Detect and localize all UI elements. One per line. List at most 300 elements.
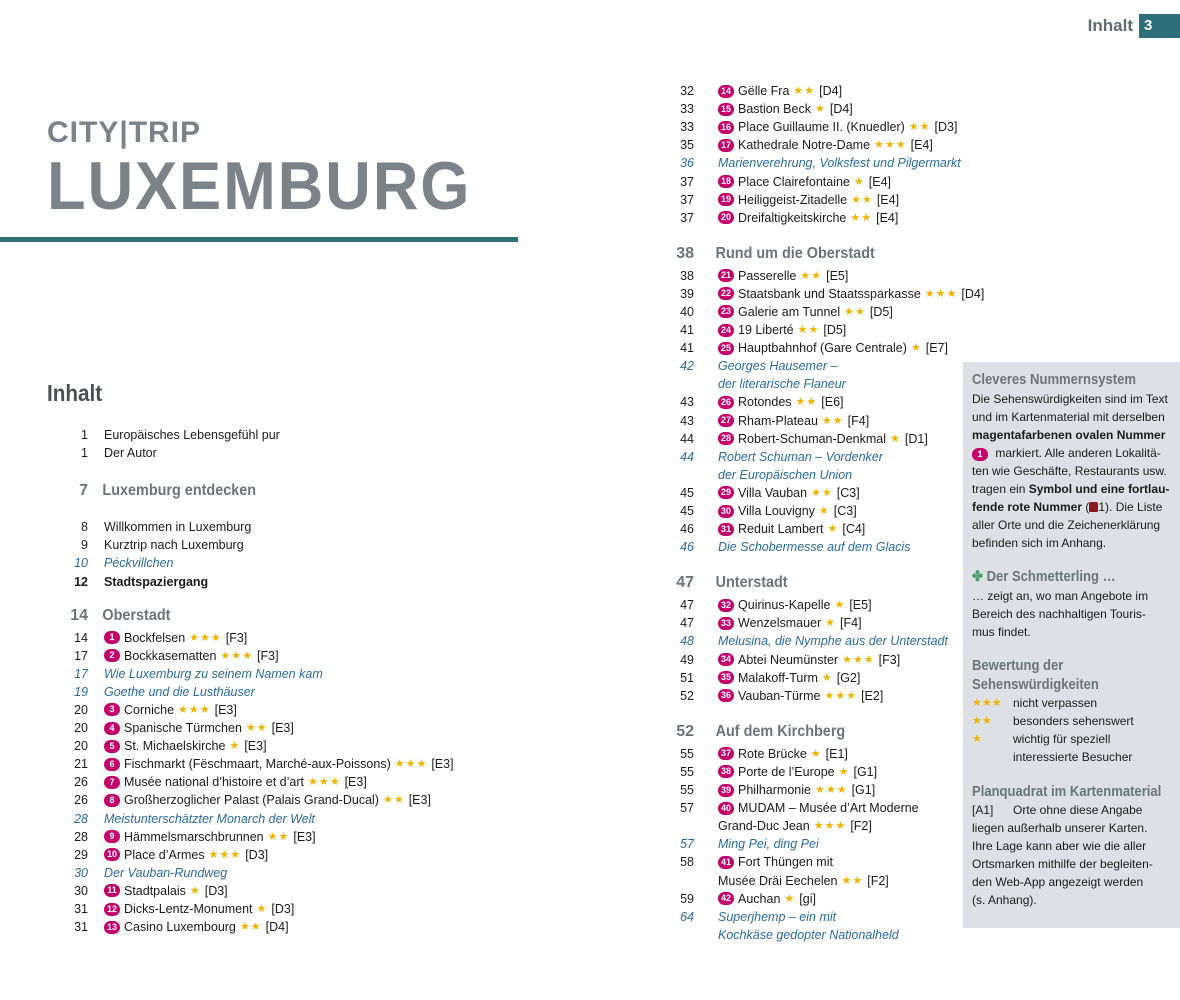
- toc-entry-row: [58, 426, 478, 444]
- toc-entry-title: Bockkasematten: [124, 648, 217, 663]
- butterfly-line: … zeigt an, wo man Angebote im: [972, 588, 1149, 603]
- toc-entry: [88, 554, 173, 572]
- toc-entry: [694, 173, 891, 191]
- toc-entry: [694, 466, 852, 484]
- toc-column-left: [58, 426, 478, 936]
- toc-entry: [694, 781, 875, 799]
- toc-entry-row: [672, 596, 972, 614]
- map-grid-ref: [G2]: [836, 670, 861, 685]
- toc-entry-row: [672, 430, 972, 448]
- toc-entry-title: Willkommen in Luxemburg: [104, 520, 252, 535]
- toc-entry-title: St. Michaelskirche: [124, 739, 226, 754]
- rating-stars-icon: ★★★: [842, 653, 875, 666]
- rating-stars-icon: ★★★: [394, 758, 428, 771]
- toc-entry-title: Georges Hausemer –: [718, 359, 838, 374]
- toc-entry: [694, 339, 948, 357]
- toc-page-number: 35: [680, 138, 694, 153]
- toc-entry-title: Abtei Neumünster: [738, 652, 839, 667]
- rating-stars-icon: ★: [810, 747, 822, 760]
- toc-entry-title: Spanische Türmchen: [124, 721, 242, 736]
- toc-entry: [694, 890, 816, 908]
- toc-entry: [88, 665, 323, 683]
- toc-entry: [88, 828, 316, 846]
- toc-entry-title: Melusina, die Nymphe aus der Unterstadt: [718, 634, 948, 649]
- toc-entry: [694, 799, 919, 817]
- toc-entry-row: [58, 683, 478, 701]
- toc-entry-row: [672, 781, 972, 799]
- sight-number-badge: 8: [104, 794, 120, 807]
- toc-entry-title: der literarische Flaneur: [718, 377, 846, 392]
- toc-entry: [88, 647, 279, 665]
- toc-entry-row: [672, 136, 972, 154]
- sight-number-badge: 11: [104, 884, 120, 897]
- map-grid-ref: [G1]: [853, 764, 878, 779]
- sight-number-badge: 23: [718, 305, 734, 318]
- sight-number-badge: 26: [718, 396, 734, 409]
- toc-entry-title: Place d’Armes: [124, 847, 205, 862]
- sight-number-badge: 31: [718, 523, 734, 536]
- toc-entry: [694, 154, 961, 172]
- toc-entry-row: [58, 629, 478, 647]
- toc-entry-title: Malakoff-Turm: [738, 670, 818, 685]
- grid-info: [972, 783, 1170, 910]
- toc-entry-title: Goethe und die Lusthäuser: [104, 684, 255, 699]
- toc-entry-row: [58, 828, 478, 846]
- toc-entry-title: Auf dem Kirchberg: [715, 722, 846, 740]
- toc-entry-title: Robert-Schuman-Denkmal: [738, 431, 886, 446]
- toc-entry: [88, 864, 227, 882]
- rating-stars-icon: ★★★: [220, 649, 254, 662]
- toc-entry-row: [672, 100, 972, 118]
- toc-entry: [694, 651, 900, 669]
- toc-page-number: 41: [680, 341, 694, 356]
- map-grid-ref: [F3]: [257, 648, 279, 663]
- toc-entry-row: [672, 339, 972, 357]
- toc-entry-row: [672, 393, 972, 411]
- toc-entry: [88, 719, 294, 737]
- toc-page-number: 14: [70, 606, 88, 624]
- map-grid-ref: [E1]: [825, 746, 848, 761]
- toc-page-number: 47: [680, 616, 694, 631]
- toc-page-number: 17: [74, 648, 88, 663]
- sight-number-badge: 28: [718, 432, 734, 445]
- map-grid-ref: [E5]: [826, 268, 849, 283]
- map-grid-ref: [E3]: [344, 775, 367, 790]
- map-grid-ref: [F4]: [847, 413, 870, 428]
- series-name: CITY|TRIP: [47, 116, 202, 149]
- toc-entry-row: [58, 536, 478, 554]
- rating-stars-icon: ★: [229, 740, 241, 753]
- toc-entry-row: [58, 554, 478, 572]
- map-grid-ref: [F2]: [867, 873, 889, 888]
- rating-row: [972, 730, 1170, 748]
- toc-entry: [694, 926, 899, 944]
- sight-number-badge: 17: [718, 139, 734, 152]
- stars-icon: ★★: [972, 715, 992, 728]
- sight-number-badge: 25: [718, 342, 734, 355]
- toc-page-number: 28: [74, 811, 88, 826]
- numbering-line: Symbol und eine fortlau-: [1028, 481, 1170, 496]
- toc-entry-row: [58, 701, 478, 719]
- rating-stars-icon: ★★★: [814, 784, 848, 797]
- toc-entry: [694, 430, 928, 448]
- rating-stars-icon: ★★★: [189, 631, 222, 644]
- rating-stars-icon: ★★: [821, 414, 844, 427]
- rating-stars-icon: ★★★: [178, 703, 211, 716]
- toc-page-number: 12: [74, 574, 88, 589]
- rating-stars-icon: ★★★: [924, 287, 958, 300]
- toc-entry-row: [672, 466, 972, 484]
- toc-entry: [694, 574, 788, 592]
- sight-number-badge: 13: [104, 921, 120, 934]
- grid-code: [A1]: [972, 803, 994, 817]
- toc-entry-row: [58, 647, 478, 665]
- butterfly-title: [972, 568, 1150, 587]
- toc-entry-title: Hämmelsmarschbrunnen: [124, 829, 264, 844]
- toc-page-number: 39: [680, 286, 694, 301]
- toc-entry: [88, 846, 268, 864]
- toc-page-number: 37: [680, 192, 694, 207]
- map-grid-ref: [C3]: [836, 485, 860, 500]
- toc-entry-title: Ming Pei, ding Pei: [718, 837, 819, 852]
- toc-entry: [694, 763, 877, 781]
- sight-number-badge: 4: [104, 722, 120, 735]
- sight-number-badge: 39: [718, 784, 734, 797]
- toc-entry-row: [58, 882, 478, 900]
- sight-number-badge: 10: [104, 848, 120, 861]
- toc-entry-row: [672, 817, 972, 835]
- sight-number-badge: 5: [104, 740, 120, 753]
- toc-entry: [694, 614, 862, 632]
- toc-entry-row: [672, 118, 972, 136]
- toc-entry-row: [58, 444, 478, 462]
- toc-entry-title: Bockfelsen: [124, 630, 186, 645]
- numbering-line: und im Kartenmaterial mit derselben: [972, 409, 1165, 424]
- toc-page-number: 43: [680, 395, 694, 410]
- butterfly-line: mus findet.: [972, 625, 1031, 640]
- map-grid-ref: [E5]: [849, 598, 872, 613]
- toc-entry-title: Oberstadt: [102, 606, 171, 624]
- rating-row: [972, 712, 1170, 730]
- map-grid-ref: [F2]: [850, 819, 872, 834]
- toc-entry-title: Wie Luxemburg zu seinem Namen kam: [104, 666, 323, 681]
- map-grid-ref: [D3]: [245, 847, 269, 862]
- rating-stars-icon: ★★: [851, 193, 873, 206]
- toc-entry-row: [58, 665, 478, 683]
- brand-block: [47, 116, 503, 222]
- map-grid-ref: [E4]: [876, 192, 900, 207]
- toc-entry: [694, 448, 883, 466]
- toc-page-number: 43: [680, 413, 694, 428]
- map-grid-ref: [D4]: [961, 286, 985, 301]
- toc-entry-title: Meistunterschätzter Monarch der Welt: [104, 811, 315, 826]
- toc-page-number: 58: [680, 855, 694, 870]
- numbering-line: markiert. Alle anderen Lokalitä-: [992, 445, 1161, 460]
- page-number: 3: [1139, 14, 1180, 38]
- toc-entry-row: [672, 799, 972, 817]
- map-grid-ref: [E2]: [861, 688, 884, 703]
- sight-number-badge: 34: [718, 653, 734, 666]
- rating-stars-icon: ★★★: [824, 689, 858, 702]
- toc-page-number: 38: [680, 268, 694, 283]
- rating-stars-icon: ★★: [267, 830, 290, 843]
- toc-page-number: 31: [74, 902, 88, 917]
- toc-page-number: 59: [680, 891, 694, 906]
- toc-page-number: 32: [680, 84, 694, 99]
- toc-entry-row: [672, 267, 972, 285]
- toc-entry-title: Superjhemp – ein mit: [718, 909, 837, 924]
- butterfly-info: [972, 568, 1170, 641]
- toc-entry-title: Fort Thüngen mit: [738, 855, 833, 870]
- toc-page-number: 44: [680, 431, 694, 446]
- rating-stars-icon: ★: [910, 342, 922, 355]
- toc-entry-row: [672, 412, 972, 430]
- rating-stars-icon: ★★: [908, 121, 931, 134]
- toc-section-row: [58, 603, 478, 629]
- numbering-line: fende rote Nummer: [972, 500, 1083, 515]
- numbering-line: befinden sich im Anhang.: [972, 536, 1107, 551]
- toc-entry: [694, 520, 865, 538]
- rating-label: nicht verpassen: [1013, 696, 1098, 711]
- toc-entry-row: [672, 890, 972, 908]
- rating-label: wichtig für speziell: [1013, 732, 1111, 747]
- toc-entry-title: Marienverehrung, Volksfest und Pilgermarkt: [718, 156, 961, 171]
- toc-page-number: 7: [79, 482, 88, 500]
- toc-entry-title: Rotondes: [738, 395, 792, 410]
- toc-entry-row: [672, 651, 972, 669]
- grid-title: Planquadrat im Kartenmaterial: [972, 783, 1162, 800]
- toc-page-number: 30: [74, 883, 88, 898]
- toc-page-number: 1: [81, 428, 88, 443]
- toc-entry-row: [672, 908, 972, 926]
- map-grid-ref: [D3]: [934, 120, 958, 135]
- sight-number-badge: 32: [718, 599, 734, 612]
- toc-entry-title: 19 Liberté: [738, 323, 794, 338]
- rating-stars-icon: ★: [818, 505, 830, 518]
- toc-entry-title: Galerie am Tunnel: [738, 304, 841, 319]
- toc-entry-title: Vauban-Türme: [738, 688, 821, 703]
- toc-entry-title: Wenzelsmauer: [738, 616, 822, 631]
- toc-entry: [694, 484, 860, 502]
- butterfly-icon: ✤: [972, 569, 983, 586]
- toc-entry: [694, 245, 875, 263]
- rating-stars-icon: ★★: [797, 324, 820, 337]
- map-grid-ref: [F3]: [878, 652, 901, 667]
- toc-entry: [88, 482, 256, 500]
- toc-entry-row: [672, 835, 972, 853]
- sight-number-badge: 3: [104, 703, 120, 716]
- toc-section-row: [672, 241, 972, 267]
- toc-entry-title: Unterstadt: [715, 574, 788, 592]
- sight-number-badge: 40: [718, 802, 734, 815]
- toc-entry-title: Péckvillchen: [104, 556, 174, 571]
- toc-page-number: 51: [680, 670, 694, 685]
- toc-entry: [694, 393, 844, 411]
- toc-entry-row: [672, 191, 972, 209]
- numbering-info: [972, 371, 1170, 552]
- toc-entry: [694, 853, 833, 871]
- toc-entry: [88, 882, 228, 900]
- toc-entry: [694, 908, 836, 926]
- map-grid-ref: [G1]: [851, 783, 876, 798]
- toc-entry: [694, 375, 846, 393]
- toc-entry: [88, 629, 247, 647]
- toc-entry-row: [58, 791, 478, 809]
- sight-number-badge: 42: [718, 892, 734, 905]
- toc-entry-title: Passerelle: [738, 268, 797, 283]
- sight-number-badge: 7: [104, 776, 120, 789]
- numbering-line: (: [1082, 500, 1090, 515]
- map-grid-ref: [D3]: [204, 883, 228, 898]
- rating-stars-icon: ★: [821, 671, 833, 684]
- toc-entry: [88, 536, 244, 554]
- toc-entry: [88, 518, 251, 536]
- rating-stars-icon: ★★★: [874, 139, 907, 152]
- toc-entry: [694, 82, 842, 100]
- toc-entry-title: Quirinus-Kapelle: [738, 598, 831, 613]
- toc-page-number: 31: [74, 920, 88, 935]
- toc-entry: [694, 191, 899, 209]
- toc-entry: [694, 357, 838, 375]
- toc-entry: [694, 632, 948, 650]
- toc-entry-row: [672, 687, 972, 705]
- toc-entry-title: Stadtpalais: [124, 883, 186, 898]
- numbering-line: magentafarbenen ovalen Nummer: [972, 427, 1166, 442]
- rating-stars-icon: ★★: [811, 486, 833, 499]
- rating-info: [972, 657, 1170, 766]
- toc-entry-row: [58, 846, 478, 864]
- toc-page-number: 30: [74, 865, 88, 880]
- toc-page-number: 26: [74, 793, 88, 808]
- toc-entry-row: [672, 871, 972, 889]
- toc-entry-title: Musée national d’histoire et d’art: [124, 775, 304, 790]
- map-grid-ref: [E3]: [271, 721, 294, 736]
- toc-page-number: 21: [74, 757, 88, 772]
- toc-entry-row: [672, 632, 972, 650]
- toc-entry: [88, 791, 431, 809]
- toc-entry-row: [672, 82, 972, 100]
- toc-entry-row: [672, 669, 972, 687]
- toc-entry: [88, 444, 157, 462]
- toc-page-number: 20: [74, 721, 88, 736]
- toc-entry-title: Dicks-Lentz-Monument: [124, 902, 253, 917]
- example-number-badge: 1: [972, 448, 988, 461]
- toc-page-number: 41: [680, 323, 694, 338]
- toc-entry-title: Gëlle Fra: [738, 84, 790, 99]
- butterfly-line: Bereich des nachhaltigen Touris-: [972, 606, 1146, 621]
- rating-stars-icon: ★: [784, 892, 796, 905]
- toc-entry-row: [672, 763, 972, 781]
- numbering-line: aller Orte und die Zeichenerklärung: [972, 518, 1161, 533]
- grid-line: Ihre Lage kann aber wie die aller: [972, 839, 1147, 854]
- toc-entry-title: Fischmarkt (Fëschmaart, Marché-aux-Poissons): [124, 757, 391, 772]
- toc-entry: [694, 303, 893, 321]
- toc-entry: [694, 687, 883, 705]
- toc-entry-row: [672, 484, 972, 502]
- toc-page-number: 10: [74, 556, 88, 571]
- sight-number-badge: 12: [104, 903, 120, 916]
- toc-entry-title: MUDAM – Musée d’Art Moderne: [738, 801, 919, 816]
- toc-page-number: 33: [680, 120, 694, 135]
- map-grid-ref: [D5]: [869, 304, 893, 319]
- numbering-line: Die Sehenswürdigkeiten sind im Text: [972, 391, 1168, 406]
- rating-stars-icon: ★: [827, 523, 839, 536]
- city-title: LUXEMBURG: [47, 148, 472, 224]
- map-grid-ref: [gi]: [799, 891, 816, 906]
- rating-stars-icon: ★: [825, 617, 837, 630]
- sight-number-badge: 18: [718, 175, 734, 188]
- toc-entry-row: [672, 853, 972, 871]
- grid-line: den Web-App angezeigt werden: [972, 875, 1144, 890]
- map-grid-ref: [D3]: [271, 902, 295, 917]
- rating-label: besonders sehenswert: [1013, 714, 1134, 729]
- toc-entry-title: Grand-Duc Jean: [718, 819, 810, 834]
- toc-entry: [694, 209, 898, 227]
- toc-entry-title: Hauptbahnhof (Gare Centrale): [738, 341, 907, 356]
- toc-page-number: 45: [680, 485, 694, 500]
- numbering-line: ten wie Geschäfte, Restaurants usw.: [972, 463, 1167, 478]
- map-grid-ref: [D4]: [265, 920, 289, 935]
- toc-heading: Inhalt: [47, 380, 103, 406]
- toc-entry: [88, 683, 255, 701]
- rating-stars-icon: ★★★: [208, 848, 242, 861]
- toc-page-number: 55: [680, 764, 694, 779]
- toc-entry-row: [672, 375, 972, 393]
- toc-section-row: [672, 719, 972, 745]
- toc-entry-title: Der Vauban-Rundweg: [104, 865, 228, 880]
- toc-page-number: 26: [74, 775, 88, 790]
- toc-entry-title: Place Clairefontaine: [738, 174, 850, 189]
- rating-row: [972, 748, 1170, 766]
- rating-label: interessierte Besucher: [1013, 750, 1133, 765]
- sight-number-badge: 16: [718, 121, 734, 134]
- sight-number-badge: 15: [718, 103, 734, 116]
- toc-entry: [88, 701, 237, 719]
- toc-entry: [88, 607, 170, 625]
- toc-page-number: 37: [680, 174, 694, 189]
- toc-page-number: 55: [680, 746, 694, 761]
- toc-page-number: 33: [680, 102, 694, 117]
- toc-page-number: 38: [676, 244, 694, 262]
- toc-entry: [88, 773, 367, 791]
- sight-number-badge: 27: [718, 414, 734, 427]
- toc-entry: [88, 918, 289, 936]
- toc-entry-row: [58, 737, 478, 755]
- map-grid-ref: [E4]: [910, 138, 933, 153]
- toc-entry-row: [58, 755, 478, 773]
- toc-entry-title: Europäisches Lebensgefühl pur: [104, 428, 280, 443]
- toc-entry-title: Casino Luxembourg: [124, 920, 236, 935]
- toc-entry-row: [672, 172, 972, 190]
- sight-number-badge: 36: [718, 689, 734, 702]
- map-grid-ref: [E6]: [821, 395, 844, 410]
- toc-entry-row: [58, 864, 478, 882]
- rating-stars-icon: ★★★: [813, 820, 847, 833]
- toc-entry-row: [672, 209, 972, 227]
- toc-entry: [88, 737, 267, 755]
- rating-stars-icon: ★★★: [307, 776, 341, 789]
- toc-entry-row: [672, 926, 972, 944]
- toc-entry: [88, 573, 208, 591]
- sight-number-badge: 29: [718, 486, 734, 499]
- map-grid-ref: [E7]: [925, 341, 948, 356]
- toc-entry: [88, 900, 294, 918]
- toc-entry: [694, 267, 848, 285]
- info-sidebar: [963, 362, 1180, 928]
- toc-entry-title: Heiliggeist-Zitadelle: [738, 192, 848, 207]
- toc-page-number: 49: [680, 652, 694, 667]
- toc-entry-title: Place Guillaume II. (Knuedler): [738, 120, 905, 135]
